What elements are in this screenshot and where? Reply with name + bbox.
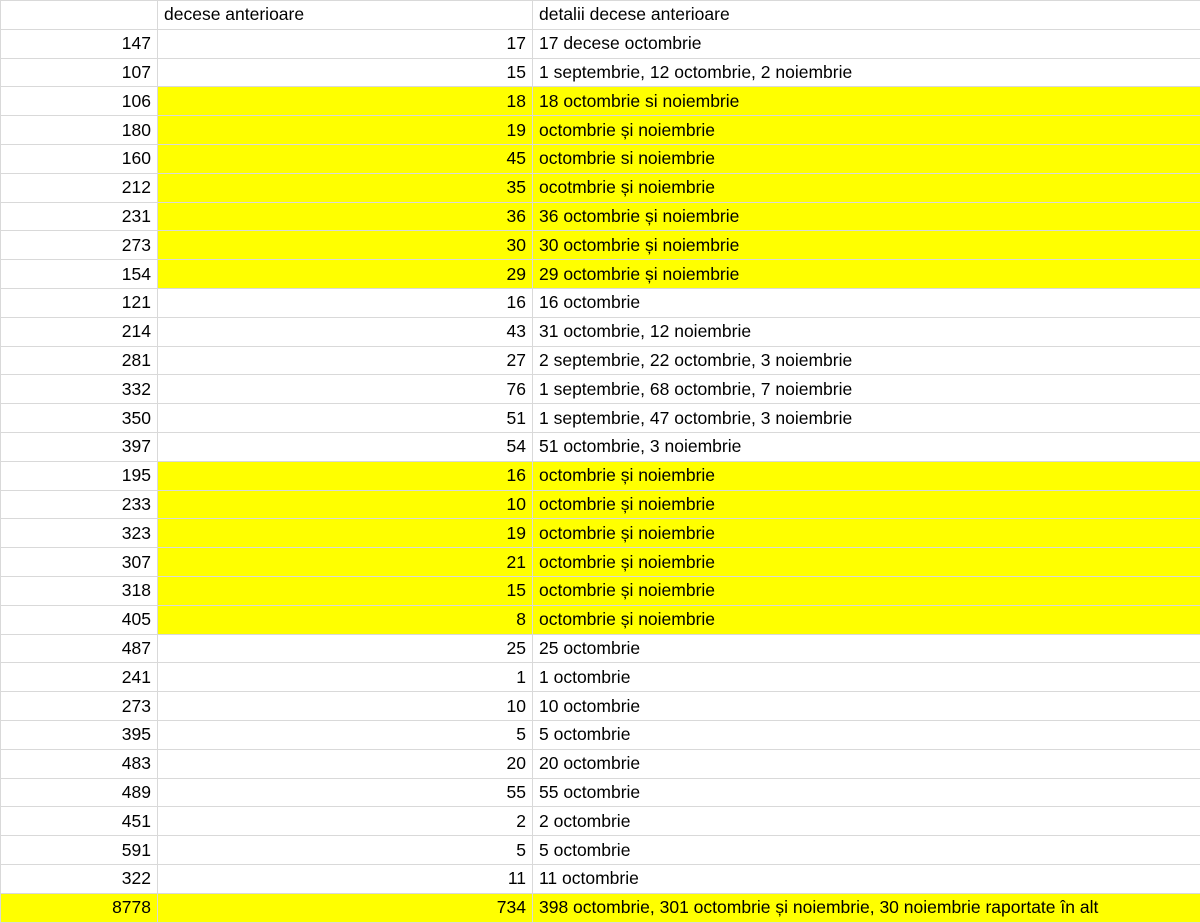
cell-detalii-decese-anterioare: 5 octombrie	[533, 836, 1200, 865]
cell-detalii-decese-anterioare: 2 octombrie	[533, 807, 1200, 836]
cell-decese-anterioare: 734	[158, 893, 533, 922]
cell-total-decese: 212	[1, 173, 158, 202]
cell-detalii-decese-anterioare: 1 septembrie, 47 octombrie, 3 noiembrie	[533, 404, 1200, 433]
cell-total-decese: 121	[1, 288, 158, 317]
table-row	[1, 720, 1200, 749]
table-row	[1, 288, 1200, 317]
cell-decese-anterioare: 5	[158, 720, 533, 749]
table-row	[1, 807, 1200, 836]
cell-decese-anterioare: 51	[158, 404, 533, 433]
cell-decese-anterioare: 10	[158, 692, 533, 721]
cell-detalii-decese-anterioare: 10 octombrie	[533, 692, 1200, 721]
table-row	[1, 231, 1200, 260]
cell-decese-anterioare: 43	[158, 317, 533, 346]
cell-decese-anterioare: 76	[158, 375, 533, 404]
cell-detalii-decese-anterioare: octombrie și noiembrie	[533, 519, 1200, 548]
cell-decese-anterioare: 20	[158, 749, 533, 778]
cell-decese-anterioare: 19	[158, 519, 533, 548]
table-row	[1, 893, 1200, 922]
cell-total-decese: 395	[1, 720, 158, 749]
cell-decese-anterioare: 8	[158, 605, 533, 634]
cell-decese-anterioare: 18	[158, 87, 533, 116]
cell-decese-anterioare: 30	[158, 231, 533, 260]
cell-total-decese: 106	[1, 87, 158, 116]
cell-total-decese: 350	[1, 404, 158, 433]
cell-detalii-decese-anterioare: 55 octombrie	[533, 778, 1200, 807]
table-row	[1, 173, 1200, 202]
cell-decese-anterioare: 16	[158, 461, 533, 490]
cell-total-decese: 318	[1, 576, 158, 605]
cell-decese-anterioare: 10	[158, 490, 533, 519]
cell-detalii-decese-anterioare: 51 octombrie, 3 noiembrie	[533, 432, 1200, 461]
table-row	[1, 202, 1200, 231]
cell-total-decese: 147	[1, 29, 158, 58]
cell-decese-anterioare: 2	[158, 807, 533, 836]
table-row	[1, 490, 1200, 519]
cell-detalii-decese-anterioare: 25 octombrie	[533, 634, 1200, 663]
cell-decese-anterioare: 11	[158, 864, 533, 893]
cell-total-decese: 273	[1, 692, 158, 721]
cell-detalii-decese-anterioare: octombrie și noiembrie	[533, 490, 1200, 519]
header-cell-decese-anterioare: decese anterioare	[158, 1, 533, 30]
cell-detalii-decese-anterioare: 31 octombrie, 12 noiembrie	[533, 317, 1200, 346]
cell-total-decese: 281	[1, 346, 158, 375]
table-row	[1, 346, 1200, 375]
cell-total-decese: 489	[1, 778, 158, 807]
cell-detalii-decese-anterioare: 29 octombrie și noiembrie	[533, 260, 1200, 289]
cell-decese-anterioare: 16	[158, 288, 533, 317]
cell-total-decese: 214	[1, 317, 158, 346]
cell-decese-anterioare: 25	[158, 634, 533, 663]
cell-decese-anterioare: 5	[158, 836, 533, 865]
cell-total-decese: 483	[1, 749, 158, 778]
cell-total-decese: 231	[1, 202, 158, 231]
cell-detalii-decese-anterioare: octombrie și noiembrie	[533, 116, 1200, 145]
cell-detalii-decese-anterioare: 1 septembrie, 68 octombrie, 7 noiembrie	[533, 375, 1200, 404]
cell-decese-anterioare: 29	[158, 260, 533, 289]
table-row	[1, 519, 1200, 548]
table-row	[1, 864, 1200, 893]
table-row	[1, 692, 1200, 721]
cell-detalii-decese-anterioare: 1 octombrie	[533, 663, 1200, 692]
cell-total-decese: 273	[1, 231, 158, 260]
table-row	[1, 836, 1200, 865]
header-cell-detalii-decese-anterioare: detalii decese anterioare	[533, 1, 1200, 30]
cell-detalii-decese-anterioare: 16 octombrie	[533, 288, 1200, 317]
cell-total-decese: 154	[1, 260, 158, 289]
cell-decese-anterioare: 45	[158, 144, 533, 173]
cell-decese-anterioare: 54	[158, 432, 533, 461]
cell-total-decese: 233	[1, 490, 158, 519]
cell-detalii-decese-anterioare: octombrie și noiembrie	[533, 461, 1200, 490]
table-row	[1, 317, 1200, 346]
cell-decese-anterioare: 36	[158, 202, 533, 231]
cell-decese-anterioare: 15	[158, 576, 533, 605]
cell-detalii-decese-anterioare: 20 octombrie	[533, 749, 1200, 778]
cell-total-decese: 323	[1, 519, 158, 548]
table-row	[1, 605, 1200, 634]
cell-detalii-decese-anterioare: 17 decese octombrie	[533, 29, 1200, 58]
table-row	[1, 144, 1200, 173]
cell-detalii-decese-anterioare: 18 octombrie si noiembrie	[533, 87, 1200, 116]
table-row	[1, 87, 1200, 116]
cell-decese-anterioare: 1	[158, 663, 533, 692]
table-row	[1, 663, 1200, 692]
table-row	[1, 548, 1200, 577]
header-cell-a	[1, 1, 158, 30]
cell-total-decese: 241	[1, 663, 158, 692]
cell-decese-anterioare: 55	[158, 778, 533, 807]
cell-detalii-decese-anterioare: 11 octombrie	[533, 864, 1200, 893]
table-header-row	[1, 1, 1200, 30]
cell-detalii-decese-anterioare: octombrie si noiembrie	[533, 144, 1200, 173]
cell-total-decese: 451	[1, 807, 158, 836]
table-row	[1, 576, 1200, 605]
cell-detalii-decese-anterioare: ocotmbrie și noiembrie	[533, 173, 1200, 202]
table-row	[1, 404, 1200, 433]
cell-decese-anterioare: 17	[158, 29, 533, 58]
cell-detalii-decese-anterioare: octombrie și noiembrie	[533, 548, 1200, 577]
cell-total-decese: 195	[1, 461, 158, 490]
cell-total-decese: 8778	[1, 893, 158, 922]
table-row	[1, 461, 1200, 490]
cell-detalii-decese-anterioare: octombrie și noiembrie	[533, 576, 1200, 605]
cell-total-decese: 332	[1, 375, 158, 404]
table-row	[1, 260, 1200, 289]
cell-total-decese: 405	[1, 605, 158, 634]
cell-total-decese: 180	[1, 116, 158, 145]
cell-total-decese: 307	[1, 548, 158, 577]
cell-decese-anterioare: 21	[158, 548, 533, 577]
table-row	[1, 749, 1200, 778]
table-row	[1, 29, 1200, 58]
cell-total-decese: 107	[1, 58, 158, 87]
table-row	[1, 116, 1200, 145]
cell-detalii-decese-anterioare: 5 octombrie	[533, 720, 1200, 749]
cell-decese-anterioare: 19	[158, 116, 533, 145]
cell-decese-anterioare: 35	[158, 173, 533, 202]
table-row	[1, 778, 1200, 807]
cell-total-decese: 160	[1, 144, 158, 173]
table-row	[1, 375, 1200, 404]
cell-decese-anterioare: 15	[158, 58, 533, 87]
cell-detalii-decese-anterioare: octombrie și noiembrie	[533, 605, 1200, 634]
table-row	[1, 58, 1200, 87]
cell-detalii-decese-anterioare: 398 octombrie, 301 octombrie și noiembrie, 30 noiembrie raportate în alt	[533, 893, 1200, 922]
cell-total-decese: 591	[1, 836, 158, 865]
cell-decese-anterioare: 27	[158, 346, 533, 375]
cell-total-decese: 322	[1, 864, 158, 893]
cell-detalii-decese-anterioare: 1 septembrie, 12 octombrie, 2 noiembrie	[533, 58, 1200, 87]
spreadsheet-body	[1, 1, 1200, 923]
cell-total-decese: 487	[1, 634, 158, 663]
cell-detalii-decese-anterioare: 30 octombrie și noiembrie	[533, 231, 1200, 260]
table-row	[1, 634, 1200, 663]
cell-detalii-decese-anterioare: 2 septembrie, 22 octombrie, 3 noiembrie	[533, 346, 1200, 375]
cell-detalii-decese-anterioare: 36 octombrie și noiembrie	[533, 202, 1200, 231]
table-row	[1, 432, 1200, 461]
cell-total-decese: 397	[1, 432, 158, 461]
